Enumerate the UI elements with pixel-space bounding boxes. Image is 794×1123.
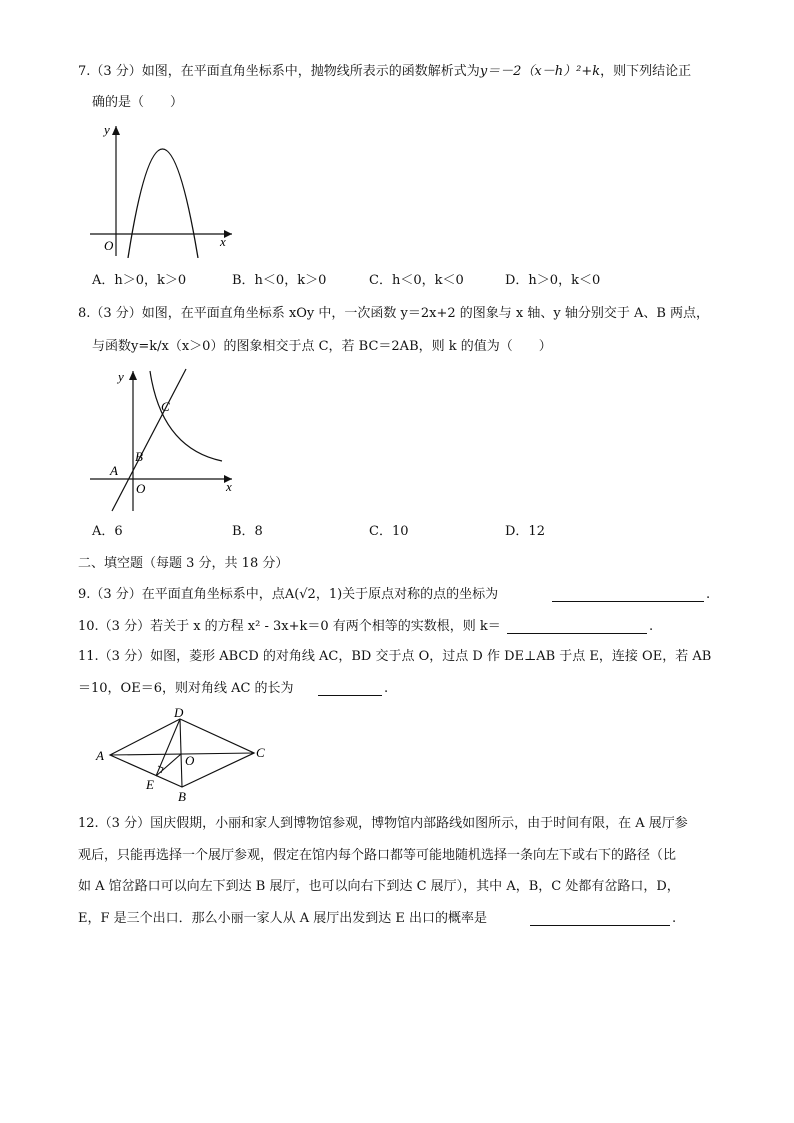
q7-stem-a: 7.（3 分）如图，在平面直角坐标系中，抛物线所表示的函数解析式为 [78, 64, 480, 79]
q8-option-d: D．12 [505, 524, 545, 539]
q7-parabola-figure [90, 118, 240, 258]
q8-x-label: x [226, 479, 232, 494]
q7-y-label: y [104, 122, 110, 137]
q11-segment-oe [156, 754, 181, 776]
q11-diagonal-bd [180, 719, 182, 787]
q8-y-arrow [129, 371, 137, 380]
q9-stem-a: 9.（3 分）在平面直角坐标系中，点 [78, 587, 285, 602]
q7-origin-label: O [104, 238, 114, 253]
q7-option-a: A．h＞0，k＞0 [92, 273, 187, 288]
q8-function-figure [88, 365, 240, 515]
q11-answer-blank[interactable] [318, 683, 382, 696]
q8-point-a-label: A [110, 463, 118, 478]
q11-label-b: B [178, 789, 186, 804]
q11-label-d: D [174, 705, 184, 720]
q10-stem: 10.（3 分）若关于 x 的方程 x² - 3x+k＝0 有两个相等的实数根，则 k＝ [78, 619, 501, 634]
q9-period: . [706, 587, 711, 602]
q7-formula: y＝－2（x－h）²+k [479, 64, 601, 79]
q11-label-o: O [185, 753, 195, 768]
q12-answer-blank[interactable] [530, 913, 670, 926]
q7-stem-line2: 确的是（ ） [92, 95, 184, 110]
q11-stem-line2: ＝10，OE＝6，则对角线 AC 的长为 [78, 681, 294, 696]
q11-label-c: C [256, 745, 265, 760]
q8-option-c: C．10 [369, 524, 409, 539]
q7-y-arrow [112, 126, 120, 135]
q11-label-e: E [146, 777, 154, 792]
q9-stem [78, 586, 498, 604]
q7-option-b: B．h＜0，k＞0 [232, 273, 327, 288]
q8-stem-line1: 8.（3 分）如图，在平面直角坐标系 xOy 中，一次函数 y＝2x+2 的图象与 x 轴、y 轴分别交于 A、B 两点， [78, 306, 710, 321]
q9-point: A(√2，1) [284, 587, 343, 602]
q9-answer-blank[interactable] [552, 589, 704, 602]
q11-rhombus-figure [92, 705, 272, 805]
q10-answer-blank[interactable] [507, 621, 647, 634]
q7-x-label: x [220, 234, 226, 249]
q11-segment-de [156, 719, 180, 776]
q11-stem-line1: 11.（3 分）如图，菱形 ABCD 的对角线 AC，BD 交于点 O，过点 D 作 DE⊥AB 于点 E，连接 OE，若 AB [78, 649, 712, 664]
q8-option-b: B．8 [232, 524, 263, 539]
q7-stem-b: ，则下列结论正 [600, 64, 692, 79]
q7-option-c: C．h＜0，k＜0 [369, 273, 464, 288]
q12-stem-line1: 12.（3 分）国庆假期，小丽和家人到博物馆参观，博物馆内部路线如图所示，由于时间有限，在 A 展厅参 [78, 816, 688, 831]
q8-point-b-label: B [135, 449, 143, 464]
q7-option-d: D．h＞0，k＜0 [505, 273, 601, 288]
q12-period: . [672, 911, 677, 926]
q7-stem-line1 [78, 63, 691, 81]
q12-stem-line3: 如 A 馆岔路口可以向左下到达 B 展厅，也可以向右下到达 C 展厅），其中 A，B，C 处都有岔路口，D， [78, 879, 680, 894]
section-heading: 二、填空题（每题 3 分，共 18 分） [78, 556, 289, 571]
q8-option-a: A．6 [92, 524, 123, 539]
q8-origin-label: O [136, 481, 146, 496]
q11-diagonal-ac [110, 753, 254, 755]
q11-label-a: A [96, 748, 104, 763]
q8-stem-b: 的图象相交于点 C，若 BC＝2AB，则 k 的值为（ ） [223, 339, 552, 354]
q11-period: . [384, 681, 389, 696]
q8-linear-line [112, 369, 186, 511]
q9-stem-b: 关于原点对称的点的坐标为 [342, 587, 499, 602]
q7-parabola-curve [128, 149, 198, 258]
q8-hyperbola-curve [150, 371, 222, 461]
q8-inverse-function: y=k/x（x＞0） [131, 339, 224, 354]
q8-stem-a: 与函数 [92, 339, 132, 354]
q8-point-c-label: C [161, 399, 170, 414]
q12-stem-line2: 观后，只能再选择一个展厅参观，假定在馆内每个路口都等可能地随机选择一条向左下或右下的路径（比 [78, 848, 677, 863]
q8-y-label: y [118, 369, 124, 384]
q10-period: . [649, 619, 654, 634]
q12-stem-line4: E，F 是三个出口．那么小丽一家人从 A 展厅出发到达 E 出口的概率是 [78, 911, 488, 926]
q8-stem-line2 [92, 338, 552, 356]
